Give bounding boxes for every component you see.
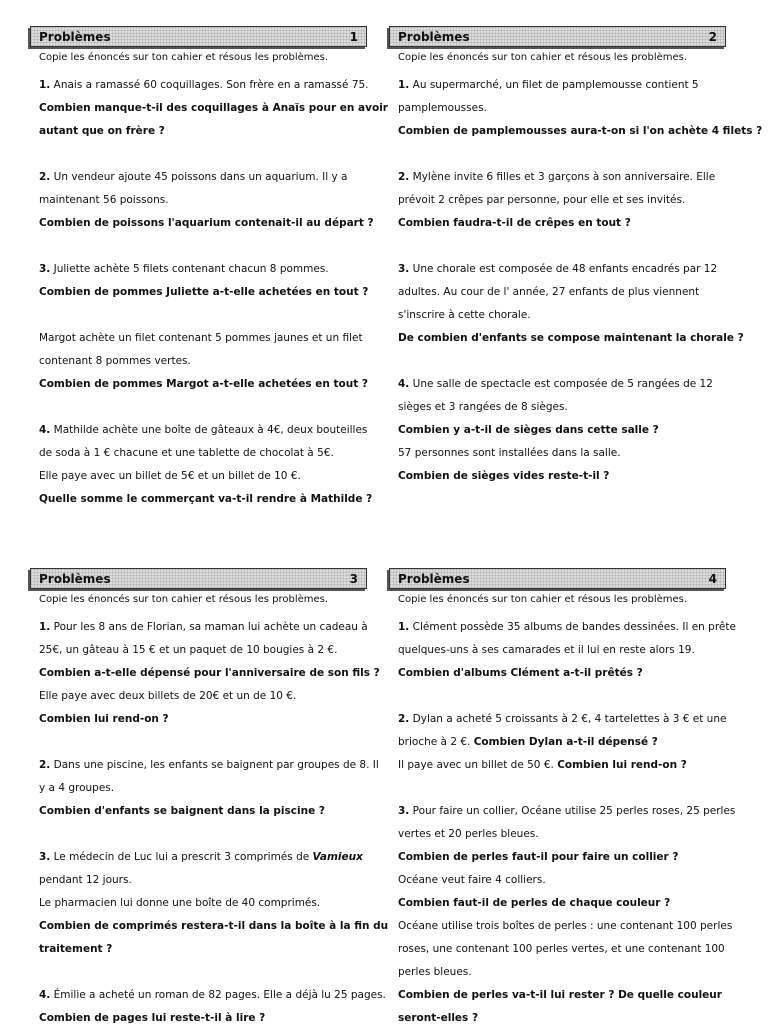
line-text: y a 4 groupes. bbox=[39, 782, 115, 794]
statement-line bbox=[398, 616, 736, 639]
card-body bbox=[389, 74, 763, 488]
line-text: pendant 12 jours. bbox=[39, 874, 132, 886]
line-text: Au supermarché, un filet de pamplemousse contient 5 bbox=[412, 79, 699, 91]
statement-line bbox=[398, 189, 726, 212]
statement-line bbox=[39, 419, 367, 442]
line-text: vertes et 20 perles bleues. bbox=[398, 828, 539, 840]
question-line bbox=[39, 938, 367, 961]
line-text: Combien de comprimés restera-t-il dans la boîte à la fin du bbox=[39, 920, 389, 932]
question-line bbox=[398, 327, 744, 350]
question-line bbox=[39, 708, 367, 731]
card-title: Problèmes bbox=[398, 571, 470, 586]
line-text: Océane veut faire 4 colliers. bbox=[398, 874, 546, 886]
question-line bbox=[398, 419, 726, 442]
question-line bbox=[398, 892, 726, 915]
problem-number: 4. bbox=[39, 989, 51, 1001]
card-header bbox=[389, 26, 726, 47]
line-text: Dylan a acheté 5 croissants à 2 €, 4 tartelettes à 3 € et une bbox=[412, 713, 727, 725]
card-body bbox=[30, 616, 389, 1030]
drug-name: Vamieux bbox=[312, 851, 363, 863]
line-text: Combien lui rend-on ? bbox=[39, 713, 169, 725]
line-text: Pour faire un collier, Océane utilise 25 perles roses, 25 perles bbox=[412, 805, 736, 817]
line-text: quelques-uns à ses camarades et il lui en reste alors 19. bbox=[398, 644, 695, 656]
statement-line bbox=[398, 442, 726, 465]
line-text: Une chorale est composée de 48 enfants encadrés par 12 bbox=[412, 263, 718, 275]
line-spacer bbox=[398, 143, 726, 166]
statement-line bbox=[39, 442, 367, 465]
statement-line bbox=[398, 800, 736, 823]
line-text: Combien faudra-t-il de crêpes en tout ? bbox=[398, 217, 631, 229]
question-line bbox=[398, 465, 726, 488]
problem-number: 1. bbox=[398, 621, 410, 633]
line-text: Combien de perles va-t-il lui rester ? De quelle couleur bbox=[398, 989, 722, 1001]
statement-line bbox=[39, 892, 367, 915]
problem-number: 2. bbox=[39, 759, 51, 771]
question-line bbox=[39, 373, 367, 396]
line-text: Elle paye avec un billet de 5€ et un billet de 10 €. bbox=[39, 470, 301, 482]
line-text: adultes. Au cour de l' année, 27 enfants de plus viennent bbox=[398, 286, 700, 298]
line-spacer bbox=[39, 235, 367, 258]
problem-number: 1. bbox=[39, 79, 51, 91]
question-line bbox=[39, 1007, 367, 1030]
line-text: sièges et 3 rangées de 8 sièges. bbox=[398, 401, 568, 413]
line-text: Margot achète un filet contenant 5 pommes jaunes et un filet bbox=[39, 332, 363, 344]
line-text: autant que on frère ? bbox=[39, 125, 165, 137]
line-text: Le médecin de Luc lui a prescrit 3 comprimés de bbox=[53, 851, 313, 863]
problem-number: 4. bbox=[398, 378, 410, 390]
problem-card-1 bbox=[30, 26, 388, 511]
line-text: Combien a-t-elle dépensé pour l'anniversaire de son fils ? bbox=[39, 667, 380, 679]
line-text: Combien faut-il de perles de chaque couleur ? bbox=[398, 897, 671, 909]
statement-line bbox=[39, 74, 367, 97]
line-text: Combien de pages lui reste-t-il à lire ? bbox=[39, 1012, 266, 1024]
line-text: Elle paye avec deux billets de 20€ et un de 10 €. bbox=[39, 690, 297, 702]
question-line bbox=[398, 212, 726, 235]
line-text: Pour les 8 ans de Florian, sa maman lui achète un cadeau à bbox=[53, 621, 368, 633]
problem-number: 3. bbox=[398, 263, 410, 275]
question-line bbox=[39, 97, 388, 120]
line-text: Combien de pommes Juliette a-t-elle achetées en tout ? bbox=[39, 286, 369, 298]
statement-line bbox=[39, 616, 367, 639]
card-instruction: Copie les énoncés sur ton cahier et résous les problèmes. bbox=[398, 52, 688, 63]
statement-line bbox=[39, 754, 379, 777]
question-text: Combien Dylan a-t-il dépensé ? bbox=[473, 736, 658, 748]
line-text: 25€, un gâteau à 15 € et un paquet de 10 bougies à 2 €. bbox=[39, 644, 338, 656]
statement-line bbox=[398, 74, 726, 97]
question-line bbox=[39, 488, 373, 511]
statement-line bbox=[398, 869, 726, 892]
statement-line bbox=[398, 166, 726, 189]
problem-card-2 bbox=[389, 26, 763, 488]
card-body bbox=[389, 616, 736, 1030]
statement-line bbox=[39, 189, 367, 212]
line-text: Combien de perles faut-il pour faire un collier ? bbox=[398, 851, 679, 863]
card-title: Problèmes bbox=[398, 29, 470, 44]
statement-line bbox=[39, 465, 367, 488]
statement-line bbox=[398, 373, 726, 396]
statement-line bbox=[39, 846, 367, 869]
line-text: Combien de pamplemousses aura-t-on si l'on achète 4 filets ? bbox=[398, 125, 763, 137]
question-line bbox=[398, 662, 726, 685]
card-instruction: Copie les énoncés sur ton cahier et résous les problèmes. bbox=[39, 594, 329, 605]
card-body bbox=[30, 74, 388, 511]
statement-line bbox=[398, 258, 726, 281]
line-spacer bbox=[39, 304, 367, 327]
statement-line bbox=[39, 869, 367, 892]
statement-line bbox=[398, 304, 726, 327]
line-text: Combien de poissons l'aquarium contenait-il au départ ? bbox=[39, 217, 374, 229]
line-text: traitement ? bbox=[39, 943, 113, 955]
line-text: Mylène invite 6 filles et 3 garçons à son anniversaire. Elle bbox=[412, 171, 716, 183]
line-text: Océane utilise trois boîtes de perles : une contenant 100 perles bbox=[398, 920, 733, 932]
card-header bbox=[389, 568, 726, 589]
line-text: roses, une contenant 100 perles vertes, et une contenant 100 bbox=[398, 943, 725, 955]
line-text: Juliette achète 5 filets contenant chacun 8 pommes. bbox=[53, 263, 329, 275]
problem-number: 2. bbox=[39, 171, 51, 183]
statement-line bbox=[39, 258, 367, 281]
card-instruction: Copie les énoncés sur ton cahier et résous les problèmes. bbox=[39, 52, 329, 63]
line-text: Clément possède 35 albums de bandes dessinées. Il en prête bbox=[412, 621, 736, 633]
statement-line bbox=[398, 961, 726, 984]
question-line bbox=[398, 984, 726, 1007]
line-text: Mathilde achète une boîte de gâteaux à 4€, deux bouteilles bbox=[53, 424, 368, 436]
card-number: 3 bbox=[349, 571, 358, 586]
problem-card-4 bbox=[389, 568, 736, 1030]
card-header bbox=[30, 26, 367, 47]
line-text: Le pharmacien lui donne une boîte de 40 comprimés. bbox=[39, 897, 321, 909]
statement-line bbox=[398, 823, 726, 846]
question-line bbox=[39, 915, 389, 938]
line-text: Combien de pommes Margot a-t-elle achetées en tout ? bbox=[39, 378, 368, 390]
line-text: Quelle somme le commerçant va-t-il rendre à Mathilde ? bbox=[39, 493, 373, 505]
line-spacer bbox=[39, 961, 367, 984]
problem-number: 3. bbox=[398, 805, 410, 817]
line-spacer bbox=[398, 350, 726, 373]
question-text: Combien lui rend-on ? bbox=[557, 759, 687, 771]
question-line bbox=[39, 662, 380, 685]
question-line bbox=[39, 281, 367, 304]
statement-line bbox=[398, 938, 726, 961]
statement-line bbox=[398, 708, 726, 731]
card-header bbox=[30, 568, 367, 589]
card-number: 4 bbox=[708, 571, 717, 586]
line-spacer bbox=[398, 235, 726, 258]
question-line bbox=[398, 1007, 726, 1030]
statement-line bbox=[39, 777, 367, 800]
statement-line bbox=[39, 166, 367, 189]
problem-number: 2. bbox=[398, 713, 410, 725]
line-text: contenant 8 pommes vertes. bbox=[39, 355, 191, 367]
card-title: Problèmes bbox=[39, 571, 111, 586]
line-text: Combien d'enfants se baignent dans la piscine ? bbox=[39, 805, 325, 817]
line-text: Il paye avec un billet de 50 €. bbox=[398, 759, 554, 771]
line-text: De combien d'enfants se compose maintenant la chorale ? bbox=[398, 332, 744, 344]
line-text: pamplemousses. bbox=[398, 102, 487, 114]
line-text: Combien manque-t-il des coquillages à Anaïs pour en avoir bbox=[39, 102, 388, 114]
problem-number: 1. bbox=[398, 79, 410, 91]
line-text: 57 personnes sont installées dans la salle. bbox=[398, 447, 621, 459]
statement-line bbox=[398, 396, 726, 419]
problem-card-3 bbox=[30, 568, 389, 1030]
problem-number: 3. bbox=[39, 263, 51, 275]
line-text: maintenant 56 poissons. bbox=[39, 194, 169, 206]
question-line bbox=[39, 800, 367, 823]
card-number: 2 bbox=[708, 29, 717, 44]
statement-line bbox=[398, 639, 726, 662]
line-text: Une salle de spectacle est composée de 5 rangées de 12 bbox=[412, 378, 713, 390]
line-spacer bbox=[39, 396, 367, 419]
line-text: prévoit 2 crêpes par personne, pour elle et ses invités. bbox=[398, 194, 686, 206]
statement-line bbox=[398, 731, 726, 754]
line-spacer bbox=[398, 685, 726, 708]
line-text: Combien de sièges vides reste-t-il ? bbox=[398, 470, 610, 482]
problem-number: 1. bbox=[39, 621, 51, 633]
statement-line bbox=[39, 639, 367, 662]
line-text: Un vendeur ajoute 45 poissons dans un aquarium. Il y a bbox=[53, 171, 348, 183]
line-spacer bbox=[39, 731, 367, 754]
line-spacer bbox=[398, 777, 726, 800]
problem-number: 2. bbox=[398, 171, 410, 183]
line-text: Anais a ramassé 60 coquillages. Son frère en a ramassé 75. bbox=[53, 79, 369, 91]
statement-line bbox=[398, 97, 726, 120]
line-text: s'inscrire à cette chorale. bbox=[398, 309, 531, 321]
line-spacer bbox=[39, 143, 367, 166]
line-text: Émilie a acheté un roman de 82 pages. Elle a déjà lu 25 pages. bbox=[53, 989, 386, 1001]
line-spacer bbox=[39, 823, 367, 846]
statement-line bbox=[39, 685, 367, 708]
line-text: brioche à 2 €. bbox=[398, 736, 471, 748]
problem-number: 3. bbox=[39, 851, 51, 863]
statement-line bbox=[398, 754, 726, 777]
line-text: Combien d'albums Clément a-t-il prêtés ? bbox=[398, 667, 643, 679]
question-line bbox=[398, 120, 763, 143]
line-text: Dans une piscine, les enfants se baignent par groupes de 8. Il bbox=[53, 759, 379, 771]
line-text: de soda à 1 € chacune et une tablette de chocolat à 5€. bbox=[39, 447, 334, 459]
problem-number: 4. bbox=[39, 424, 51, 436]
card-number: 1 bbox=[349, 29, 358, 44]
question-line bbox=[39, 212, 374, 235]
statement-line bbox=[39, 350, 367, 373]
line-text: perles bleues. bbox=[398, 966, 472, 978]
question-line bbox=[39, 120, 367, 143]
line-text: Combien y a-t-il de sièges dans cette salle ? bbox=[398, 424, 659, 436]
question-line bbox=[398, 846, 726, 869]
card-title: Problèmes bbox=[39, 29, 111, 44]
statement-line bbox=[398, 915, 733, 938]
statement-line bbox=[39, 984, 386, 1007]
statement-line bbox=[398, 281, 726, 304]
statement-line bbox=[39, 327, 367, 350]
line-text: seront-elles ? bbox=[398, 1012, 479, 1024]
card-instruction: Copie les énoncés sur ton cahier et résous les problèmes. bbox=[398, 594, 688, 605]
